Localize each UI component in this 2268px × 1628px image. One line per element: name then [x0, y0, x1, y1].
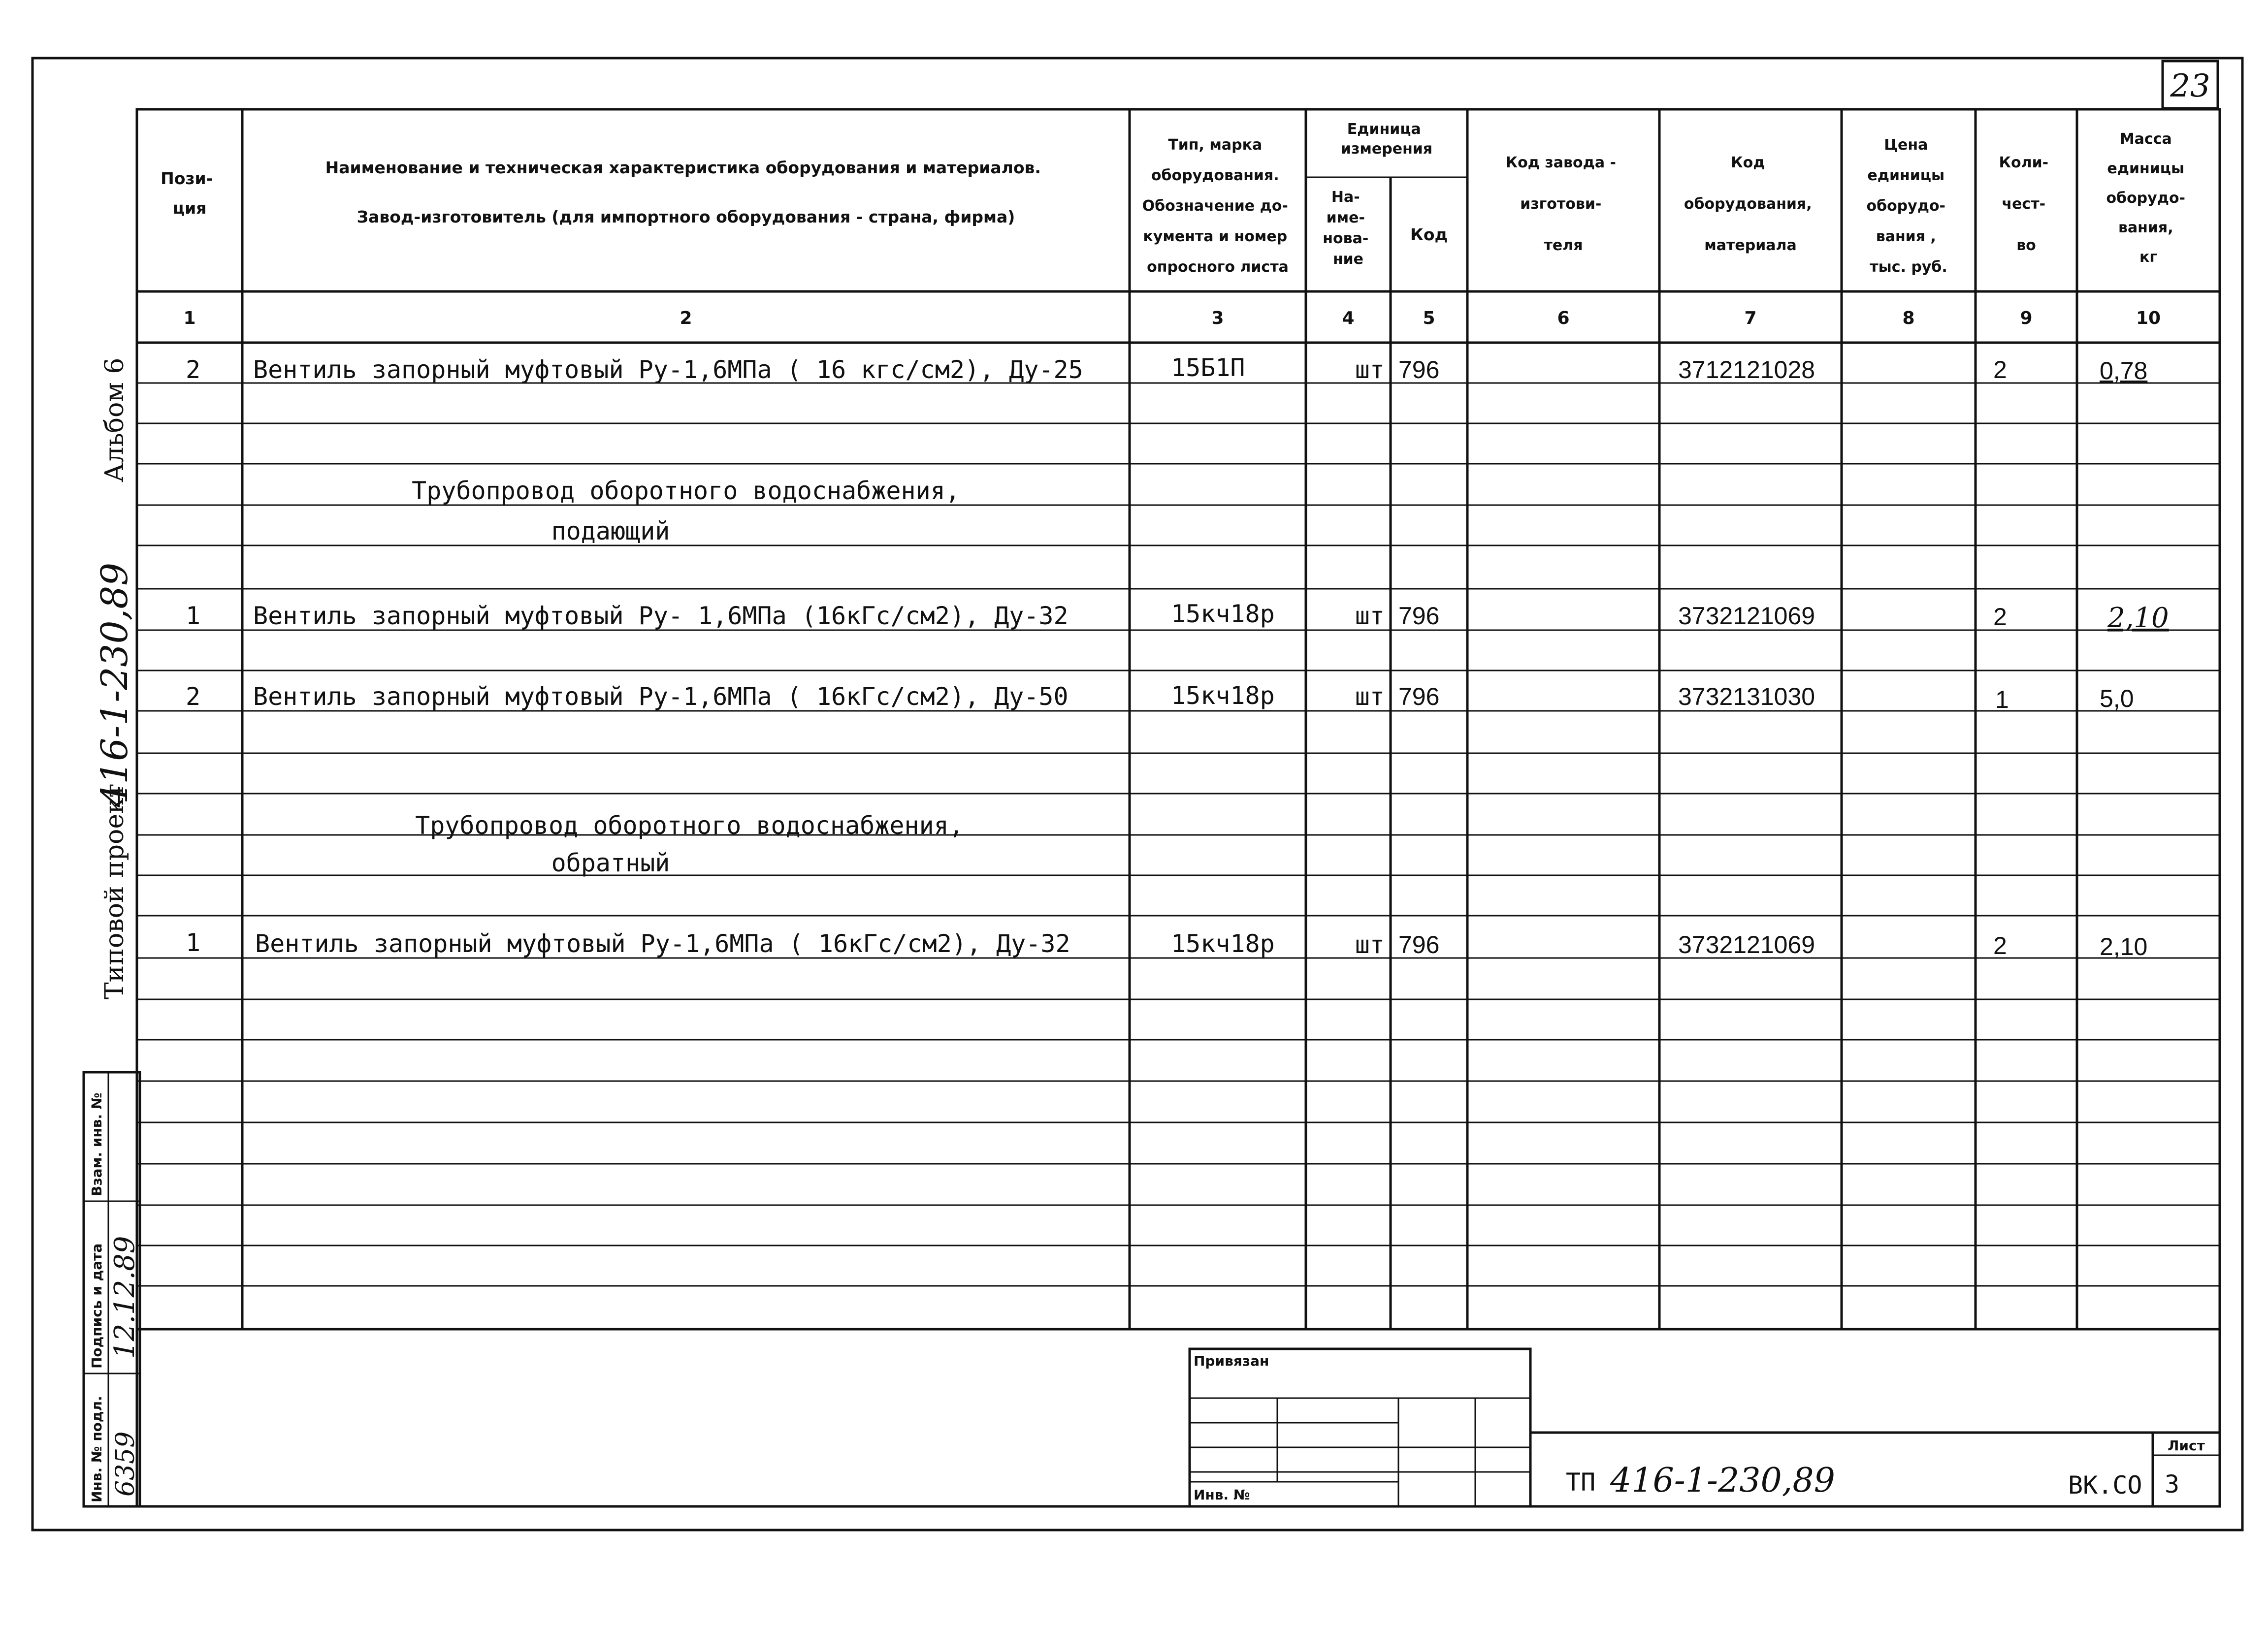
cell-quantity: 2 — [1993, 603, 2007, 631]
cell-unit: шт — [1355, 930, 1385, 959]
sheet-number: 3 — [2165, 1470, 2180, 1499]
cell-equipment-code: 3732121069 — [1678, 602, 1815, 630]
cell-unit-code: 796 — [1398, 602, 1440, 630]
cell-position: 2 — [185, 355, 201, 384]
cell-type: 15кч18р — [1171, 929, 1275, 958]
header-equipment-code: Код оборудования, материала — [1684, 154, 1812, 254]
column-number: 8 — [1902, 308, 1915, 328]
cell-unit: шт — [1355, 682, 1385, 711]
header-mass: Масса единицы оборудо- вания, кг — [2106, 130, 2186, 266]
cell-equipment-code: 3712121028 — [1678, 356, 1815, 383]
cell-quantity: 1 — [1995, 686, 2009, 713]
album-label: Альбом 6 — [100, 357, 130, 482]
inventory-no-label: Инв. № — [1194, 1487, 1250, 1503]
table-row — [186, 600, 2169, 634]
vzam-label: Взам. инв. № — [89, 1092, 105, 1196]
privyazan-label: Привязан — [1194, 1353, 1269, 1369]
cell-name: Вентиль запорный муфтовый Ру- 1,6МПа (16кГс/см2), Ду-32 — [253, 602, 1069, 630]
cell-position: 1 — [185, 928, 201, 957]
section-title: Трубопровод оборотного водоснабжения, — [415, 811, 964, 840]
cell-mass: 2,10 — [2100, 933, 2148, 960]
header-price: Цена единицы оборудо- вания , тыс. руб. — [1866, 136, 1947, 276]
cell-quantity: 2 — [1993, 356, 2007, 383]
cell-quantity: 2 — [1993, 932, 2007, 959]
header-type: Тип, марка оборудования. Обозначение до- кумента и номер опросного листа — [1142, 136, 1289, 276]
cell-mass: 2,10 — [2107, 602, 2169, 634]
section-subtitle: подающий — [551, 517, 670, 545]
cell-position: 1 — [185, 602, 201, 630]
section-title: Трубопровод оборотного водоснабжения, — [412, 477, 960, 505]
column-number: 2 — [680, 308, 692, 328]
table-row — [186, 928, 2147, 960]
title-block — [1190, 1349, 2220, 1506]
section-heading — [412, 477, 960, 545]
table-header — [161, 121, 2190, 276]
approval-stamp — [84, 1072, 141, 1506]
doc-prefix: ТП — [1566, 1468, 1596, 1497]
cell-mass: 0,78 — [2100, 357, 2148, 384]
column-number: 10 — [2136, 308, 2161, 328]
header-unit-code: Код — [1410, 225, 1448, 244]
cell-type: 15кч18р — [1171, 681, 1275, 710]
signature-label: Подпись и дата — [89, 1243, 105, 1369]
column-number: 6 — [1557, 308, 1570, 328]
header-unit: Единица измерения — [1340, 121, 1433, 158]
page-number: 23 — [2170, 68, 2210, 104]
column-number: 7 — [1744, 308, 1757, 328]
doc-mark: ВК.СО — [2068, 1471, 2142, 1500]
header-unit-name: На- име- нова- ние — [1323, 189, 1369, 268]
cell-mass: 5,0 — [2100, 685, 2134, 712]
inventory-label: Инв. № подл. — [89, 1396, 105, 1502]
cell-unit-code: 796 — [1398, 683, 1440, 710]
header-factory-code: Код завода - изготови- теля — [1505, 154, 1616, 254]
cell-position: 2 — [185, 682, 201, 711]
cell-unit-code: 796 — [1398, 931, 1440, 958]
column-numbers — [183, 308, 2161, 328]
signature-date: 12.12.89 — [109, 1236, 141, 1359]
header-name: Наименование и техническая характеристика оборудования и материалов. Завод-изготовитель (для импортного оборудования - страна, фирма) — [325, 158, 1041, 226]
doc-number: 416-1-230,89 — [1610, 1461, 1835, 1500]
column-number: 4 — [1342, 308, 1355, 328]
project-number: 416-1-230,89 — [94, 562, 136, 807]
cell-name: Вентиль запорный муфтовый Ру-1,6МПа ( 16 кгс/см2), Ду-25 — [253, 355, 1083, 384]
table-row — [186, 353, 2147, 384]
cell-equipment-code: 3732131030 — [1678, 683, 1815, 710]
cell-unit-code: 796 — [1398, 356, 1440, 383]
header-quantity: Коли- чест- во — [1999, 154, 2049, 254]
cell-type: 15кч18р — [1171, 600, 1275, 628]
cell-unit: шт — [1355, 602, 1385, 630]
header-position: Пози- ция — [161, 169, 213, 218]
column-number: 5 — [1423, 308, 1435, 328]
cell-equipment-code: 3732121069 — [1678, 931, 1815, 958]
cell-type: 15Б1П — [1171, 353, 1245, 382]
inventory-number: 6359 — [111, 1431, 140, 1497]
column-number: 3 — [1211, 308, 1224, 328]
column-number: 1 — [183, 308, 196, 328]
project-label: Типовой проект — [100, 783, 130, 999]
sheet-label: Лист — [2168, 1437, 2205, 1454]
cell-name: Вентиль запорный муфтовый Ру-1,6МПа ( 16кГс/см2), Ду-50 — [253, 682, 1069, 711]
cell-name: Вентиль запорный муфтовый Ру-1,6МПа ( 16кГс/см2), Ду-32 — [255, 929, 1070, 958]
cell-unit: шт — [1355, 355, 1385, 384]
section-heading — [415, 811, 964, 877]
column-number: 9 — [2020, 308, 2033, 328]
section-subtitle: обратный — [551, 849, 670, 877]
